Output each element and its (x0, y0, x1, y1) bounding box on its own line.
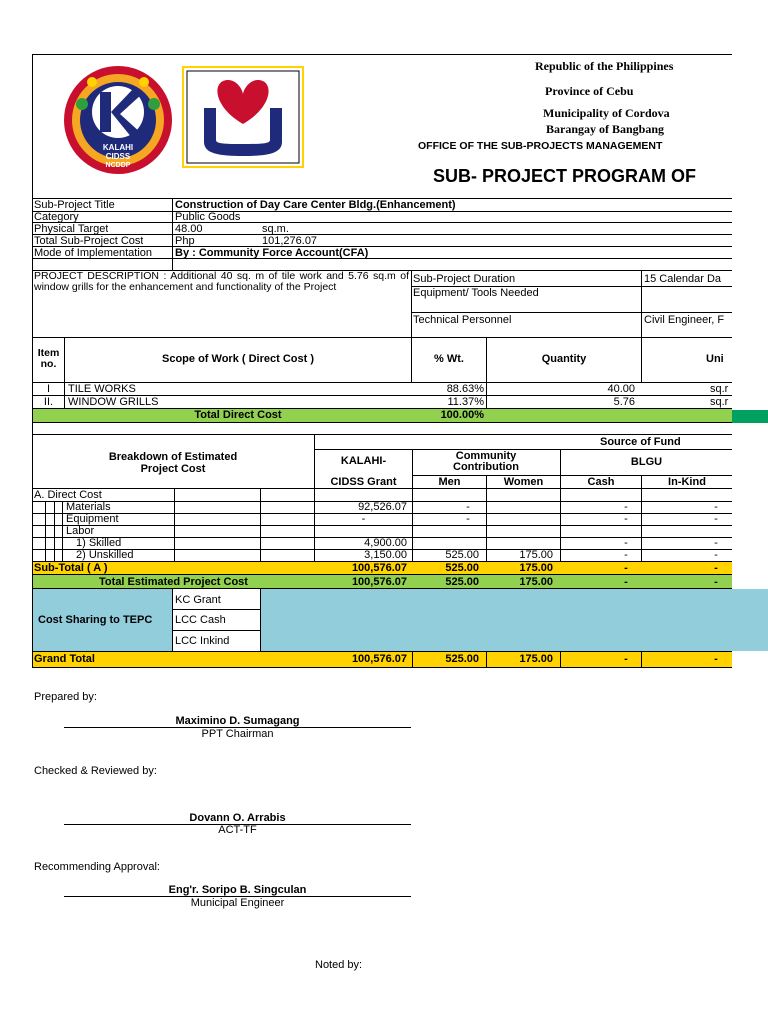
total-estimated-men: 525.00 (445, 576, 479, 588)
duration-label: Sub-Project Duration (413, 273, 516, 285)
cash-header: Cash (587, 476, 615, 488)
subtotal-kc: 100,576.07 (351, 562, 407, 574)
checked-by-name: Dovann O. Arrabis (189, 812, 286, 824)
personnel-value: Civil Engineer, F (644, 314, 725, 326)
cost-row-materials-inkind: - (714, 501, 718, 513)
scope-row-1-desc: TILE WORKS (68, 383, 136, 395)
subtotal-inkind: - (714, 562, 718, 574)
info-value-target: 48.00 (175, 223, 203, 235)
kalahi-header-top: KALAHI- (340, 455, 387, 467)
checked-by-role: ACT-TF (218, 824, 257, 836)
prepared-by-role: PPT Chairman (201, 728, 274, 740)
cost-sharing-band (261, 589, 768, 651)
cost-row-direct-label: A. Direct Cost (34, 489, 102, 501)
scope-row-2-unit: sq.r (710, 396, 729, 408)
recommending-caption: Recommending Approval: (34, 861, 160, 873)
info-label-category: Category (34, 211, 79, 223)
cost-row-equipment-inkind: - (714, 513, 718, 525)
header-office: OFFICE OF THE SUB-PROJECTS MANAGEMENT (418, 140, 663, 152)
cost-row-unskilled-cash: - (624, 549, 628, 561)
duration-value: 15 Calendar Da (644, 273, 722, 285)
total-estimated-cash: - (624, 576, 628, 588)
dswd-logo (182, 66, 304, 168)
cost-sharing-lcc-cash: LCC Cash (175, 614, 226, 626)
cost-row-skilled-label: 1) Skilled (76, 537, 122, 549)
recommending-name: Eng'r. Soripo B. Singculan (168, 884, 307, 896)
scope-header-qty: Quantity (541, 353, 587, 365)
cost-row-unskilled-inkind: - (714, 549, 718, 561)
grand-total-kc: 100,576.07 (351, 653, 407, 665)
scope-row-2-qty: 5.76 (613, 396, 635, 408)
scope-row-2-desc: WINDOW GRILLS (68, 396, 159, 408)
header-municipality: Municipality of Cordova (543, 106, 670, 120)
total-estimated-label: Total Estimated Project Cost (99, 576, 248, 588)
blgu-header: BLGU (630, 456, 663, 468)
page-title: SUB- PROJECT PROGRAM OF (433, 166, 697, 186)
cost-row-skilled-inkind: - (714, 537, 718, 549)
total-estimated-inkind: - (714, 576, 718, 588)
info-value-title: Construction of Day Care Center Bldg.(Enhancement) (175, 199, 456, 211)
recommending-role: Municipal Engineer (190, 897, 285, 909)
total-estimated-women: 175.00 (519, 576, 553, 588)
info-label-target: Physical Target (34, 223, 109, 235)
cost-row-equipment-label: Equipment (66, 513, 119, 525)
scope-row-2-wt: 11.37% (447, 396, 484, 408)
breakdown-title: Breakdown of Estimated Project Cost (108, 451, 238, 475)
cost-row-materials-label: Materials (66, 501, 111, 513)
checked-by-caption: Checked & Reviewed by: (34, 765, 157, 777)
scope-row-1-qty: 40.00 (607, 383, 635, 395)
cost-sharing-kc-grant: KC Grant (175, 594, 221, 606)
info-value-cost-amount: 101,276.07 (262, 235, 318, 247)
grand-total-men: 525.00 (445, 653, 479, 665)
total-direct-cost-wt: 100.00% (440, 409, 484, 421)
cost-row-equipment-cash: - (624, 513, 628, 525)
info-unit-target: sq.m. (262, 223, 289, 235)
scope-header-wt: % Wt. (434, 353, 464, 365)
logo-text-kalahi: KALAHI (102, 143, 134, 152)
info-label-cost: Total Sub-Project Cost (34, 235, 144, 247)
scope-header-item: Item no. (37, 347, 60, 370)
scope-row-1-wt: 88.63% (446, 383, 484, 395)
prepared-by-name: Maximino D. Sumagang (175, 715, 300, 727)
inkind-header: In-Kind (668, 476, 706, 488)
cost-row-materials-cash: - (624, 501, 628, 513)
cost-sharing-label: Cost Sharing to TEPC (38, 614, 153, 626)
cost-row-unskilled-label: 2) Unskilled (76, 549, 134, 561)
info-value-mode: By : Community Force Account(CFA) (175, 247, 369, 259)
scope-header-unit: Uni (706, 353, 724, 365)
grand-total-label: Grand Total (34, 653, 95, 665)
cost-row-materials-kc: 92,526.07 (358, 501, 407, 513)
cost-row-equipment-men: - (466, 513, 470, 525)
info-value-category: Public Goods (175, 211, 241, 223)
subtotal-cash: - (624, 562, 628, 574)
info-label-title: Sub-Project Title (34, 199, 115, 211)
scope-row-1-unit: sq.r (710, 383, 729, 395)
grand-total-inkind: - (714, 653, 718, 665)
subtotal-label: Sub-Total ( A ) (34, 562, 108, 574)
project-description: PROJECT DESCRIPTION : Additional 40 sq. m of tile work and 5.76 sq.m of window grills for the enhancement and functionality of the Project (34, 270, 409, 293)
total-estimated-kc: 100,576.07 (351, 576, 407, 588)
noted-by-caption: Noted by: (315, 959, 363, 971)
header-barangay: Barangay of Bangbang (546, 122, 665, 136)
header-province: Province of Cebu (545, 84, 634, 98)
personnel-label: Technical Personnel (413, 314, 512, 326)
cost-row-unskilled-women: 175.00 (519, 549, 553, 561)
info-label-mode: Mode of Implementation (34, 247, 153, 259)
prepared-by-caption: Prepared by: (34, 691, 97, 703)
info-value-cost-currency: Php (175, 235, 195, 247)
source-of-fund-header: Source of Fund (600, 436, 681, 448)
cost-row-materials-men: - (466, 501, 470, 513)
logo-text-cidss: CIDSS (105, 152, 131, 161)
kalahi-header-bottom: CIDSS Grant (330, 476, 397, 488)
green-marker (732, 410, 768, 423)
subtotal-men: 525.00 (445, 562, 479, 574)
scope-row-1-item: I (46, 383, 51, 395)
header-republic: Republic of the Philippines (535, 59, 674, 73)
grand-total-cash: - (624, 653, 628, 665)
cost-row-skilled-kc: 4,900.00 (364, 537, 407, 549)
grand-total-women: 175.00 (519, 653, 553, 665)
kalahi-logo (62, 64, 174, 178)
cost-sharing-lcc-inkind: LCC Inkind (175, 635, 230, 647)
cost-row-labor-label: Labor (66, 525, 95, 537)
total-direct-cost-label: Total Direct Cost (194, 409, 282, 421)
cost-row-unskilled-kc: 3,150.00 (364, 549, 407, 561)
scope-header-scope: Scope of Work ( Direct Cost ) (162, 353, 314, 365)
subtotal-women: 175.00 (519, 562, 553, 574)
women-header: Women (503, 476, 544, 488)
logo-text-ncddp: NCDDP (105, 162, 131, 169)
cost-row-skilled-cash: - (624, 537, 628, 549)
community-header: Community Contribution (453, 450, 519, 473)
cost-row-equipment-kc: - (361, 513, 366, 525)
cost-row-unskilled-men: 525.00 (445, 549, 479, 561)
scope-row-2-item: II. (43, 396, 54, 408)
equipment-label: Equipment/ Tools Needed (413, 287, 539, 299)
men-header: Men (438, 476, 461, 488)
